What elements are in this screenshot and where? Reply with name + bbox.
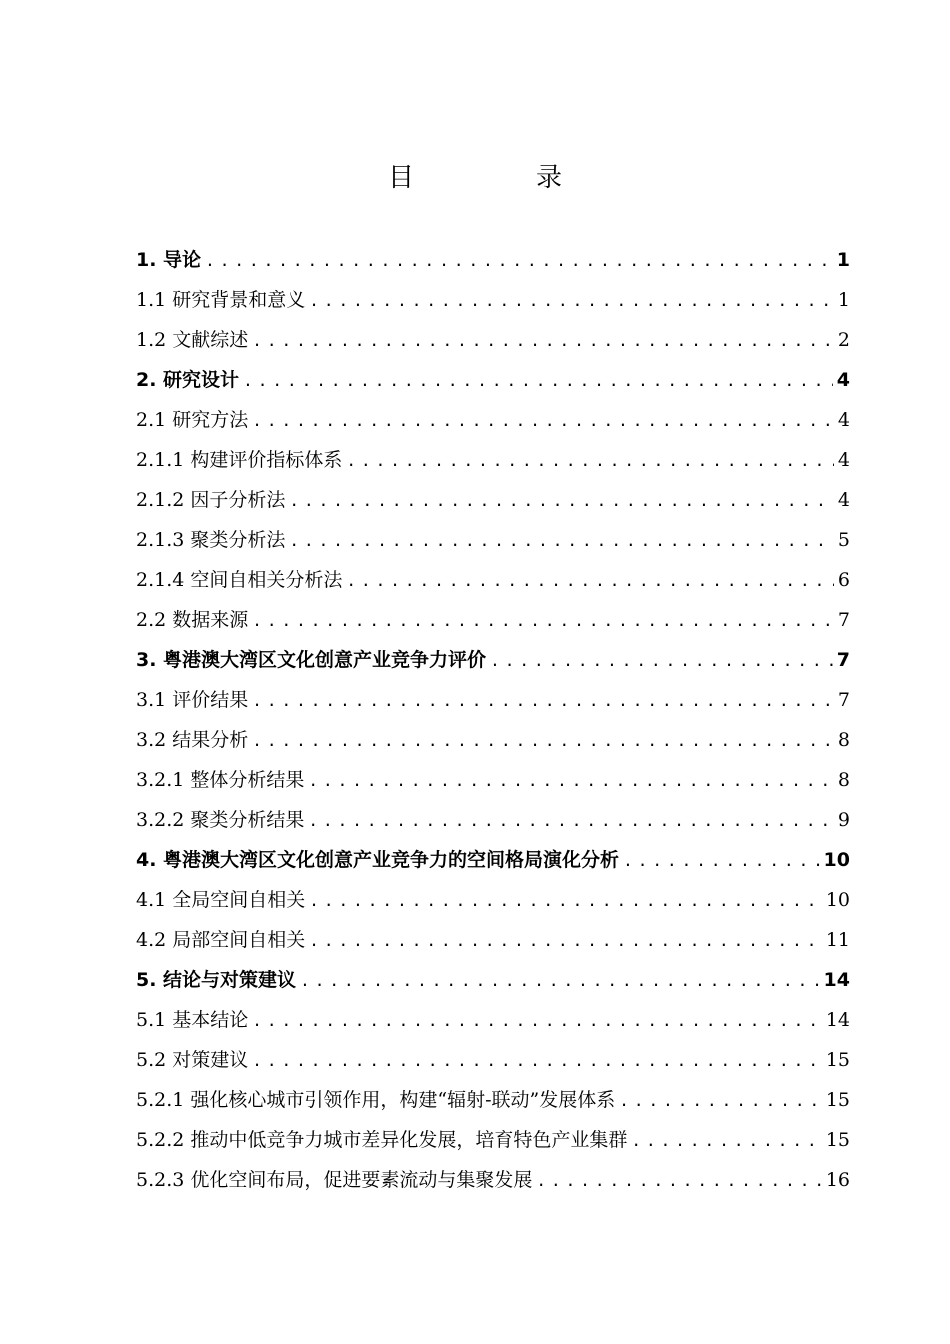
toc-leader-dots [289, 521, 834, 561]
toc-entry-label: 5.2.2 推动中低竞争力城市差异化发展，培育特色产业集群 [136, 1129, 628, 1151]
toc-page-number: 7 [837, 689, 850, 711]
toc-entry-label: 5. 结论与对策建议 [136, 969, 297, 991]
toc-entry-label: 4. 粤港澳大湾区文化创意产业竞争力的空间格局演化分析 [136, 849, 620, 871]
toc-page-number: 6 [837, 569, 850, 591]
toc-page-number: 1 [837, 289, 850, 311]
toc-leader-dots [252, 401, 834, 441]
toc-entry-5-2-3[interactable] [136, 1160, 850, 1200]
toc-entry-2-1[interactable] [136, 400, 850, 440]
toc-leader-dots [252, 681, 834, 721]
toc-entry-label: 5.2.1 强化核心城市引领作用，构建“辐射-联动”发展体系 [136, 1089, 616, 1111]
toc-leader-dots [308, 801, 834, 841]
toc-entry-5-1[interactable] [136, 1000, 850, 1040]
toc-leader-dots [252, 321, 834, 361]
toc-leader-dots [300, 961, 819, 1001]
toc-entry-label: 2.1 研究方法 [136, 409, 249, 431]
toc-leader-dots [309, 881, 822, 921]
toc-entry-1-2[interactable] [136, 320, 850, 360]
toc-page-number: 4 [837, 489, 850, 511]
toc-entry-4[interactable] [136, 840, 850, 880]
toc-title: 目 录 [387, 163, 610, 193]
toc-entry-3-2-1[interactable] [136, 760, 850, 800]
toc-page-number: 11 [825, 929, 850, 951]
toc-leader-dots [252, 1001, 822, 1041]
toc-entry-2-2[interactable] [136, 600, 850, 640]
toc-entry-5[interactable] [136, 960, 850, 1000]
toc-leader-dots [623, 841, 819, 881]
toc-page-number: 4 [837, 449, 850, 471]
toc-entry-label: 2.1.1 构建评价指标体系 [136, 449, 343, 471]
toc-leader-dots [252, 1041, 822, 1081]
toc-entry-label: 2.1.3 聚类分析法 [136, 529, 286, 551]
toc-entry-label: 3.2.1 整体分析结果 [136, 769, 305, 791]
toc-page-number: 2 [837, 329, 850, 351]
toc-page-number: 15 [825, 1129, 850, 1151]
toc-page-number: 14 [825, 1009, 850, 1031]
toc-leader-dots [252, 721, 834, 761]
toc-leader-dots [346, 561, 834, 601]
toc-leader-dots [619, 1081, 822, 1121]
toc-page-number: 1 [836, 249, 850, 271]
toc-entry-label: 1. 导论 [136, 249, 202, 271]
toc-page-number: 15 [825, 1089, 850, 1111]
toc-page-number: 5 [837, 529, 850, 551]
toc-entry-label: 1.2 文献综述 [136, 329, 249, 351]
table-of-contents [136, 240, 850, 1200]
toc-page-number: 8 [837, 729, 850, 751]
toc-entry-5-2[interactable] [136, 1040, 850, 1080]
toc-page-number: 9 [837, 809, 850, 831]
toc-entry-2-1-4[interactable] [136, 560, 850, 600]
toc-entry-3-1[interactable] [136, 680, 850, 720]
toc-page-number: 10 [823, 849, 850, 871]
toc-entry-label: 4.2 局部空间自相关 [136, 929, 306, 951]
toc-entry-label: 2. 研究设计 [136, 369, 240, 391]
toc-entry-label: 3.2 结果分析 [136, 729, 249, 751]
toc-entry-label: 5.2.3 优化空间布局，促进要素流动与集聚发展 [136, 1169, 533, 1191]
toc-entry-3-2-2[interactable] [136, 800, 850, 840]
toc-page-number: 4 [837, 409, 850, 431]
toc-leader-dots [490, 641, 833, 681]
toc-entry-5-2-1[interactable] [136, 1080, 850, 1120]
toc-entry-2-1-2[interactable] [136, 480, 850, 520]
toc-page-number: 16 [825, 1169, 850, 1191]
toc-entry-4-1[interactable] [136, 880, 850, 920]
toc-page-number: 8 [837, 769, 850, 791]
toc-entry-2[interactable] [136, 360, 850, 400]
toc-leader-dots [289, 481, 834, 521]
toc-leader-dots [309, 921, 822, 961]
toc-page-number: 14 [823, 969, 850, 991]
toc-entry-label: 2.2 数据来源 [136, 609, 249, 631]
toc-leader-dots [205, 241, 833, 281]
toc-entry-label: 3. 粤港澳大湾区文化创意产业竞争力评价 [136, 649, 487, 671]
toc-entry-label: 5.1 基本结论 [136, 1009, 249, 1031]
toc-entry-label: 4.1 全局空间自相关 [136, 889, 306, 911]
toc-page-number: 4 [836, 369, 850, 391]
toc-entry-label: 2.1.2 因子分析法 [136, 489, 286, 511]
toc-leader-dots [536, 1161, 821, 1201]
toc-leader-dots [243, 361, 833, 401]
toc-entry-5-2-2[interactable] [136, 1120, 850, 1160]
toc-entry-2-1-3[interactable] [136, 520, 850, 560]
toc-leader-dots [252, 601, 834, 641]
toc-entry-1-1[interactable] [136, 280, 850, 320]
toc-leader-dots [631, 1121, 821, 1161]
toc-entry-1[interactable] [136, 240, 850, 280]
toc-page-number: 10 [825, 889, 850, 911]
toc-entry-4-2[interactable] [136, 920, 850, 960]
toc-leader-dots [346, 441, 834, 481]
toc-entry-3-2[interactable] [136, 720, 850, 760]
toc-page-number: 7 [837, 609, 850, 631]
toc-leader-dots [308, 761, 834, 801]
toc-entry-2-1-1[interactable] [136, 440, 850, 480]
toc-page-number: 7 [836, 649, 850, 671]
toc-entry-3[interactable] [136, 640, 850, 680]
toc-page-number: 15 [825, 1049, 850, 1071]
toc-entry-label: 5.2 对策建议 [136, 1049, 249, 1071]
toc-entry-label: 1.1 研究背景和意义 [136, 289, 306, 311]
toc-entry-label: 3.2.2 聚类分析结果 [136, 809, 305, 831]
toc-entry-label: 3.1 评价结果 [136, 689, 249, 711]
toc-entry-label: 2.1.4 空间自相关分析法 [136, 569, 343, 591]
toc-leader-dots [309, 281, 834, 321]
